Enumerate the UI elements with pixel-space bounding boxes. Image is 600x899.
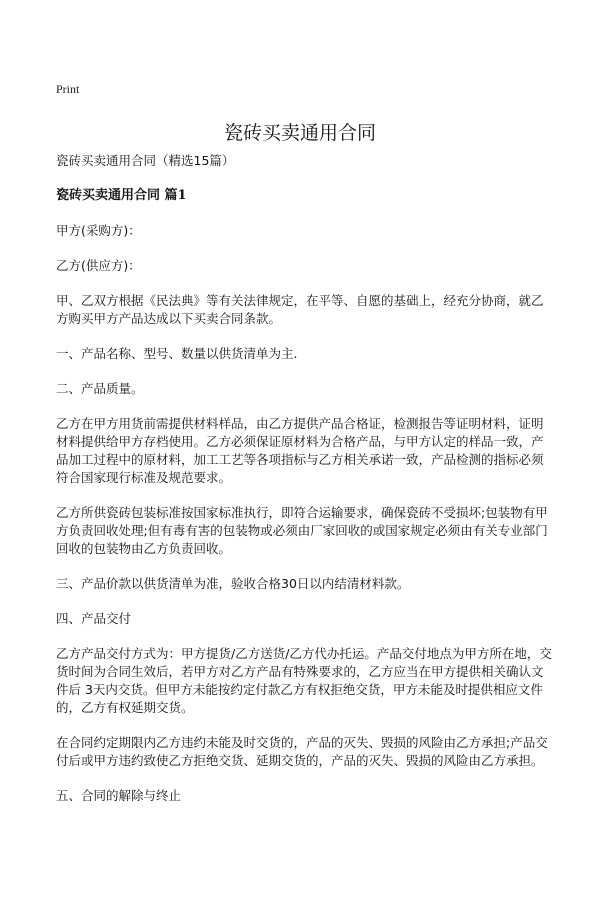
section-heading: 瓷砖买卖通用合同 篇1 — [56, 188, 187, 203]
clause-3: 三、产品价款以供货清单为准，验收合格30日以内结清材料款。 — [56, 576, 410, 591]
document-body — [56, 152, 552, 822]
clause-4-paragraph-1: 乙方产品交付方式为：甲方提货/乙方送货/乙方代办托运。产品交付地点为甲方所在地，交货时间为合同生效后，若甲方对乙方产品有特殊要求的，乙方应当在甲方提供相关确认文件后 3天内交货。但甲方未能按约定付款乙方有权拒绝交货，甲方未能及时提供相应文件的，乙方有权延期交货。 — [56, 646, 552, 715]
document-title: 瓷砖买卖通用合同 — [223, 122, 376, 144]
clause-2-paragraph-1: 乙方在甲方用货前需提供材料样品，由乙方提供产品合格证，检测报告等证明材料，证明材料提供给甲方存档使用。乙方必须保证原材料为合格产品，与甲方认定的样品一致，产品加工过程中的原材料，加工工艺等各项指标与乙方相关承诺一致，产品检测的指标必须符合国家现行标准及规范要求。 — [56, 416, 544, 485]
clause-4-heading: 四、产品交付 — [56, 611, 132, 626]
clause-2-heading: 二、产品质量。 — [56, 381, 144, 396]
party-b-line: 乙方(供应方)： — [56, 258, 141, 273]
print-link[interactable]: Print — [56, 82, 80, 96]
party-a-line: 甲方(采购方)： — [56, 223, 141, 238]
clause-4-paragraph-2: 在合同约定期限内乙方违约未能及时交货的，产品的灭失、毁损的风险由乙方承担;产品交付后或甲方违约致使乙方拒绝交货、延期交货的，产品的灭失、毁损的风险由乙方承担。 — [56, 735, 548, 768]
clause-5-heading: 五、合同的解除与终止 — [56, 788, 182, 803]
document-subtitle: 瓷砖买卖通用合同（精选15篇） — [56, 153, 235, 168]
clause-2-paragraph-2: 乙方所供瓷砖包装标准按国家标准执行，即符合运输要求，确保瓷砖不受损坏;包装物有甲方负责回收处理;但有毒有害的包装物或必须由厂家回收的或国家规定必须由有关专业部门回收的包装物由乙方负责回收。 — [56, 505, 548, 556]
clause-1: 一、产品名称、型号、数量以供货清单为主. — [56, 346, 298, 361]
preamble-paragraph: 甲、乙双方根据《民法典》等有关法律规定，在平等、自愿的基础上，经充分协商，就乙方购买甲方产品达成以下买卖合同条款。 — [56, 293, 544, 326]
